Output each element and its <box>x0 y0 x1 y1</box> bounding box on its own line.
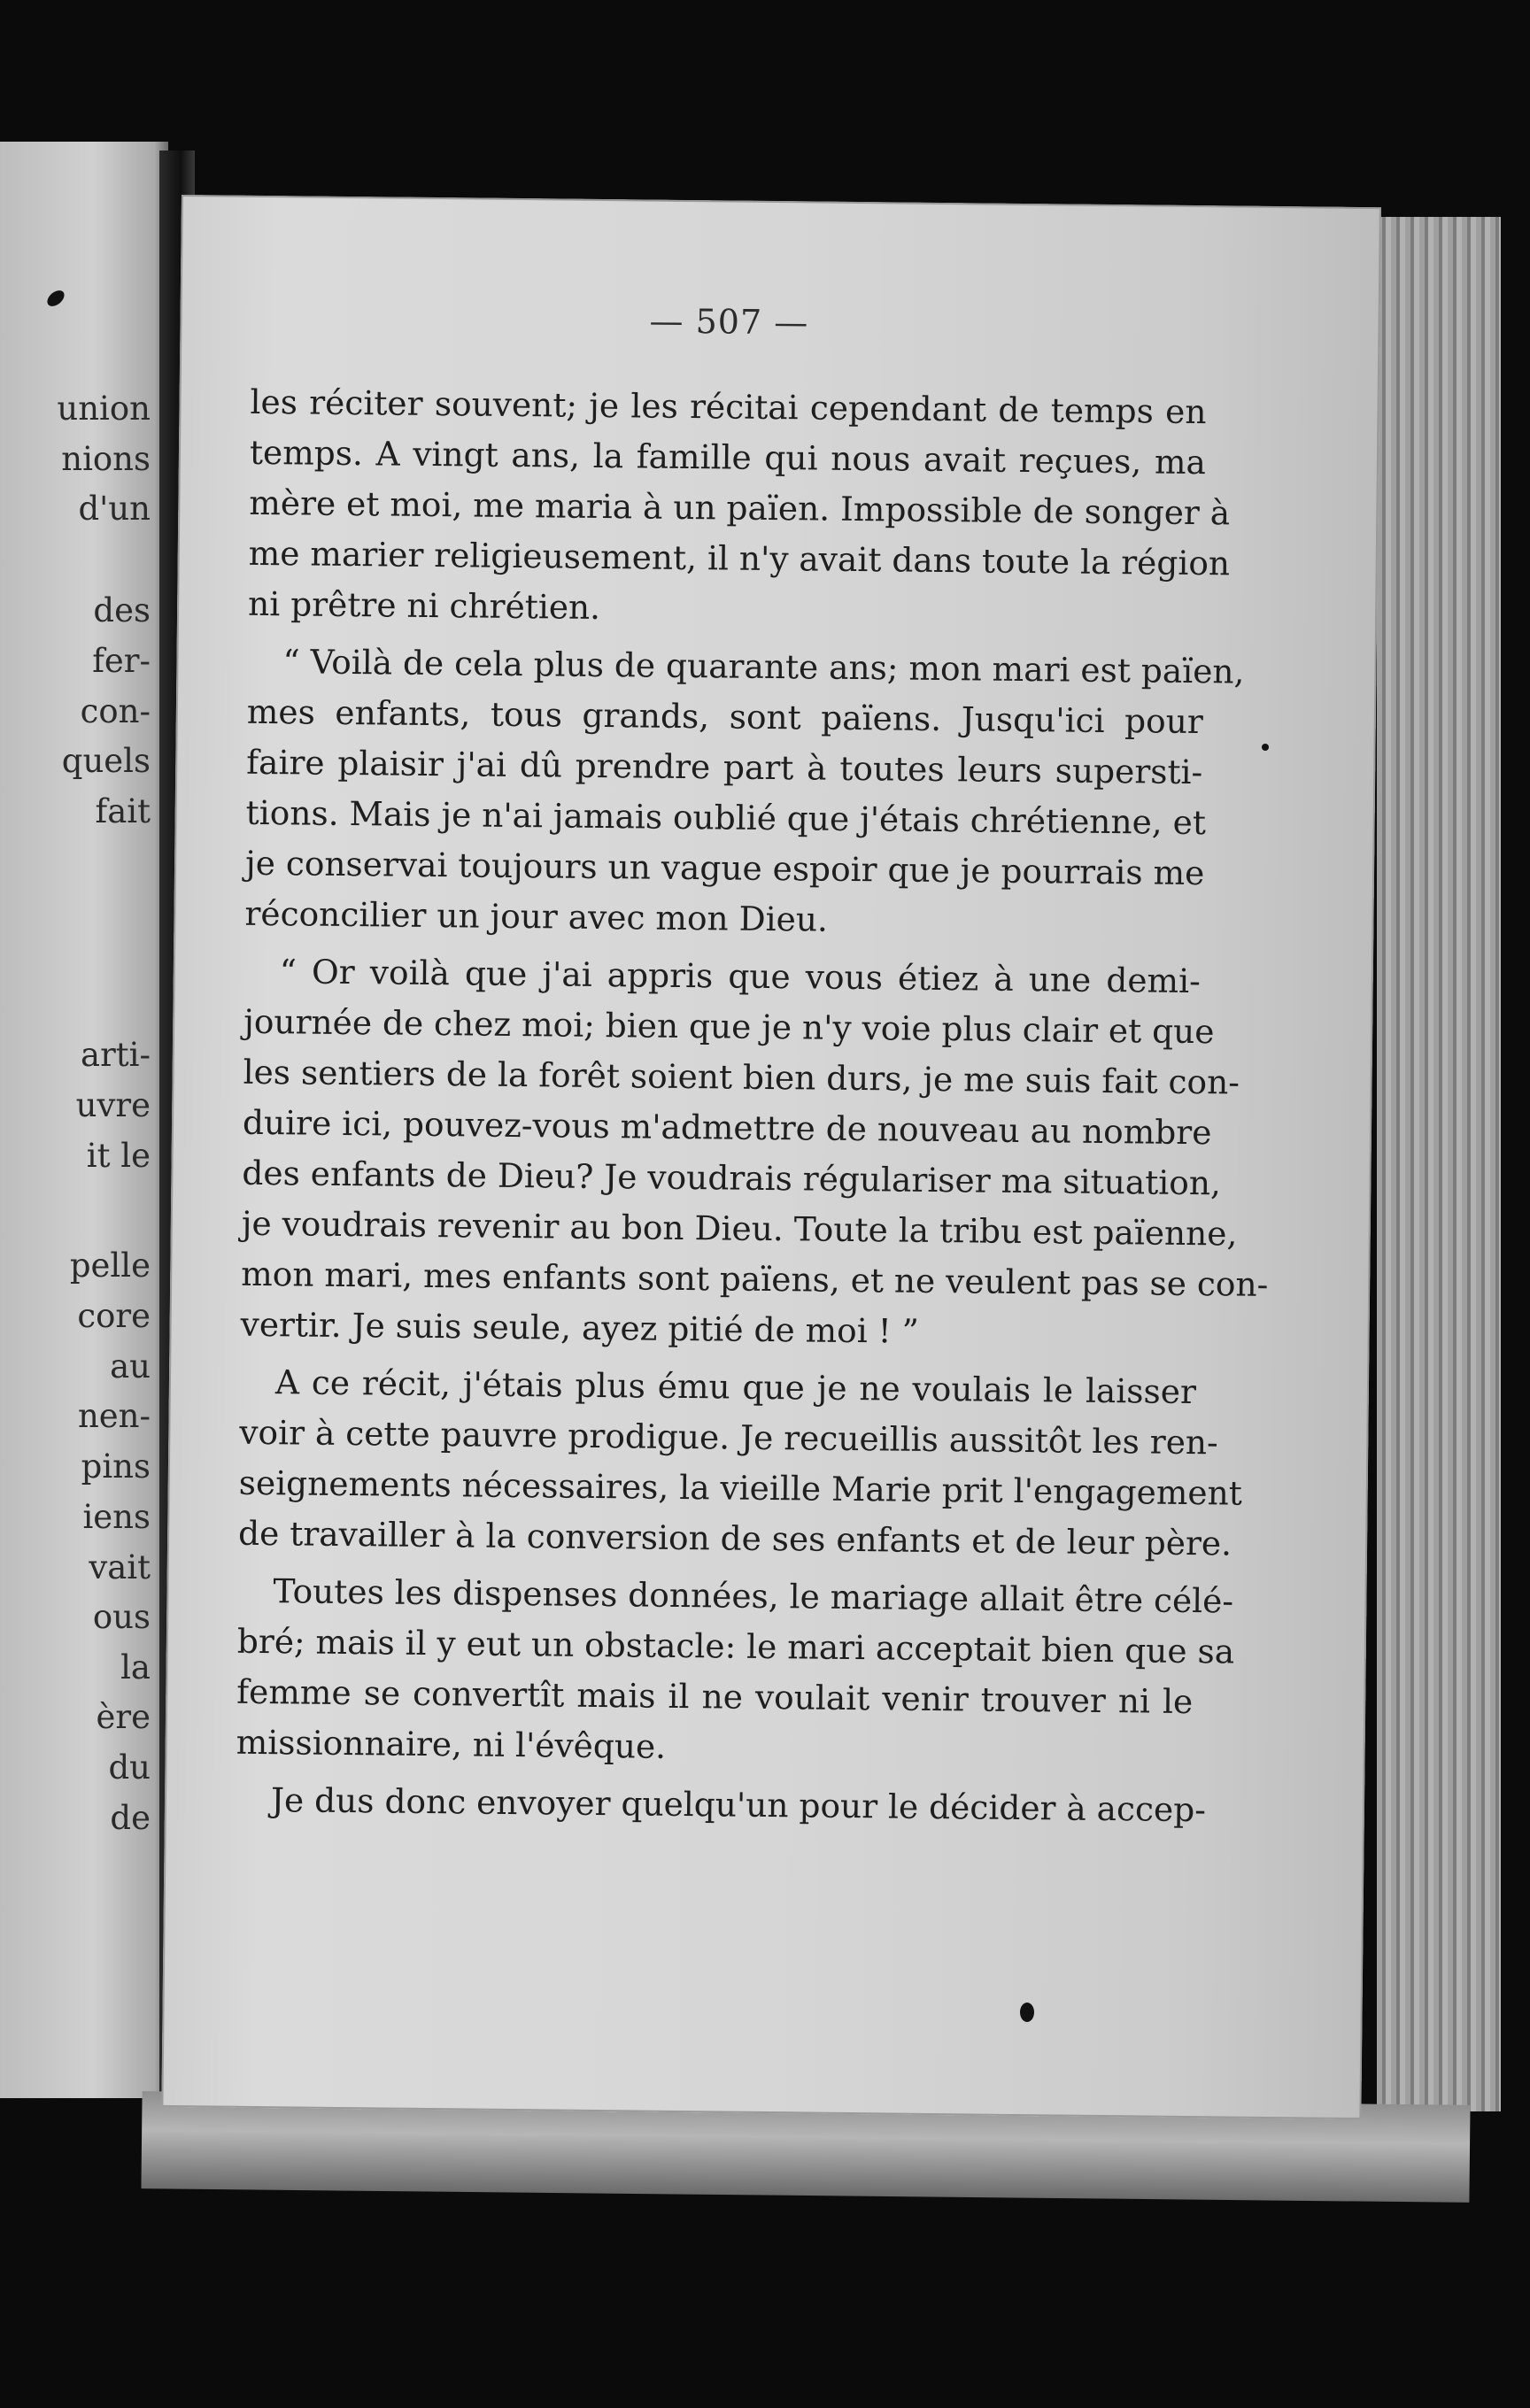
previous-page-line: vait <box>89 1548 151 1586</box>
paragraph <box>236 1775 1207 1835</box>
previous-page-line: du <box>108 1748 151 1787</box>
page-number: — 507 — <box>649 301 809 343</box>
text-line: vertir. Je suis seule, ayez pitié de moi ! ” <box>240 1304 920 1351</box>
text-line: temps. A vingt ans, la famille qui nous avait reçues, ma <box>249 432 1207 482</box>
text-line: missionnaire, ni l'évêque. <box>236 1722 667 1766</box>
text-line: des enfants de Dieu? Je voudrais régulariser ma situation, <box>242 1153 1222 1203</box>
text-line: faire plaisir j'ai dû prendre part à toutes leurs supersti- <box>246 742 1203 792</box>
previous-page-line: des <box>93 591 151 629</box>
previous-page-line: ous <box>92 1598 151 1636</box>
text-line: bré; mais il y eut un obstacle: le mari acceptait bien que sa <box>236 1621 1235 1671</box>
text-line: ni prêtre ni chrétien. <box>247 583 601 627</box>
text-line: les réciter souvent; je les récitai cependant de temps en <box>250 382 1207 432</box>
previous-page-edge <box>0 142 168 2098</box>
text-line: je voudrais revenir au bon Dieu. Toute la tribu est païenne, <box>241 1203 1238 1254</box>
previous-page-line: nions <box>61 440 151 478</box>
dust-speck <box>1020 2003 1034 2022</box>
previous-page-line: arti- <box>81 1036 151 1074</box>
previous-page-line: it le <box>86 1137 151 1175</box>
previous-page-line: union <box>57 390 151 428</box>
previous-page-line: fait <box>95 792 151 830</box>
book-page <box>161 195 1381 2119</box>
paragraph <box>244 637 1245 949</box>
previous-page-line: de <box>110 1799 151 1837</box>
previous-page-line: con- <box>80 692 151 730</box>
page-body-text <box>236 377 1269 1842</box>
previous-page-line: iens <box>82 1498 151 1536</box>
page-stack-edge <box>1377 217 1501 2111</box>
dust-speck <box>1262 744 1269 751</box>
text-line: mes enfants, tous grands, sont païens. Jusqu'ici pour <box>246 691 1204 742</box>
text-line: mère et moi, me maria à un païen. Impossible de songer à <box>249 482 1231 533</box>
text-line: duire ici, pouvez-vous m'admettre de nouveau au nombre <box>242 1102 1212 1153</box>
text-line: A ce récit, j'étais plus ému que je ne voulais le laisser <box>274 1362 1197 1412</box>
text-line: femme se convertît mais il ne voulait venir trouver ni le <box>236 1671 1194 1722</box>
text-line: mon mari, mes enfants sont païens, et ne veulent pas se con- <box>241 1254 1269 1304</box>
text-line: voir à cette pauvre prodigue. Je recueillis aussitôt les ren- <box>239 1412 1218 1463</box>
previous-page-line: core <box>77 1297 151 1335</box>
text-line: les sentiers de la forêt soient bien durs, je me suis fait con- <box>243 1052 1240 1102</box>
text-line: Je dus donc envoyer quelqu'un pour le décider à accep- <box>270 1780 1207 1830</box>
previous-page-line: d'un <box>78 490 151 528</box>
previous-page-line: la <box>120 1648 151 1686</box>
previous-page-line: pelle <box>69 1246 151 1285</box>
text-line: me marier religieusement, il n'y avait dans toute la région <box>248 533 1231 583</box>
text-line: Toutes les dispenses données, le mariage allait être célé- <box>273 1571 1234 1621</box>
text-line: je conservai toujours un vague espoir que je pourrais me <box>244 843 1205 893</box>
text-line: “ Or voilà que j'ai appris que vous étiez à une demi- <box>279 952 1201 1001</box>
text-line: journée de chez moi; bien que je n'y voie plus clair et que <box>243 1001 1215 1052</box>
paragraph <box>247 377 1231 639</box>
text-line: réconcilier un jour avec mon Dieu. <box>244 893 829 939</box>
paragraph <box>240 946 1269 1360</box>
text-line: tions. Mais je n'ai jamais oublié que j'étais chrétienne, et <box>245 792 1207 843</box>
previous-page-line: au <box>110 1347 151 1385</box>
text-line: “ Voilà de cela plus de quarante ans; mon mari est païen, <box>282 642 1245 691</box>
previous-page-line: pins <box>81 1447 151 1486</box>
paragraph <box>236 1566 1235 1778</box>
previous-page-line: ère <box>96 1698 151 1736</box>
previous-page-line: fer- <box>92 642 151 680</box>
previous-page-line: uvre <box>75 1086 151 1124</box>
paragraph <box>237 1357 1243 1569</box>
previous-page-line: nen- <box>77 1397 151 1435</box>
previous-page-line: quels <box>61 742 151 780</box>
text-line: de travailler à la conversion de ses enfants et de leur père. <box>237 1513 1232 1563</box>
text-line: seignements nécessaires, la vieille Marie prit l'engagement <box>238 1463 1243 1513</box>
